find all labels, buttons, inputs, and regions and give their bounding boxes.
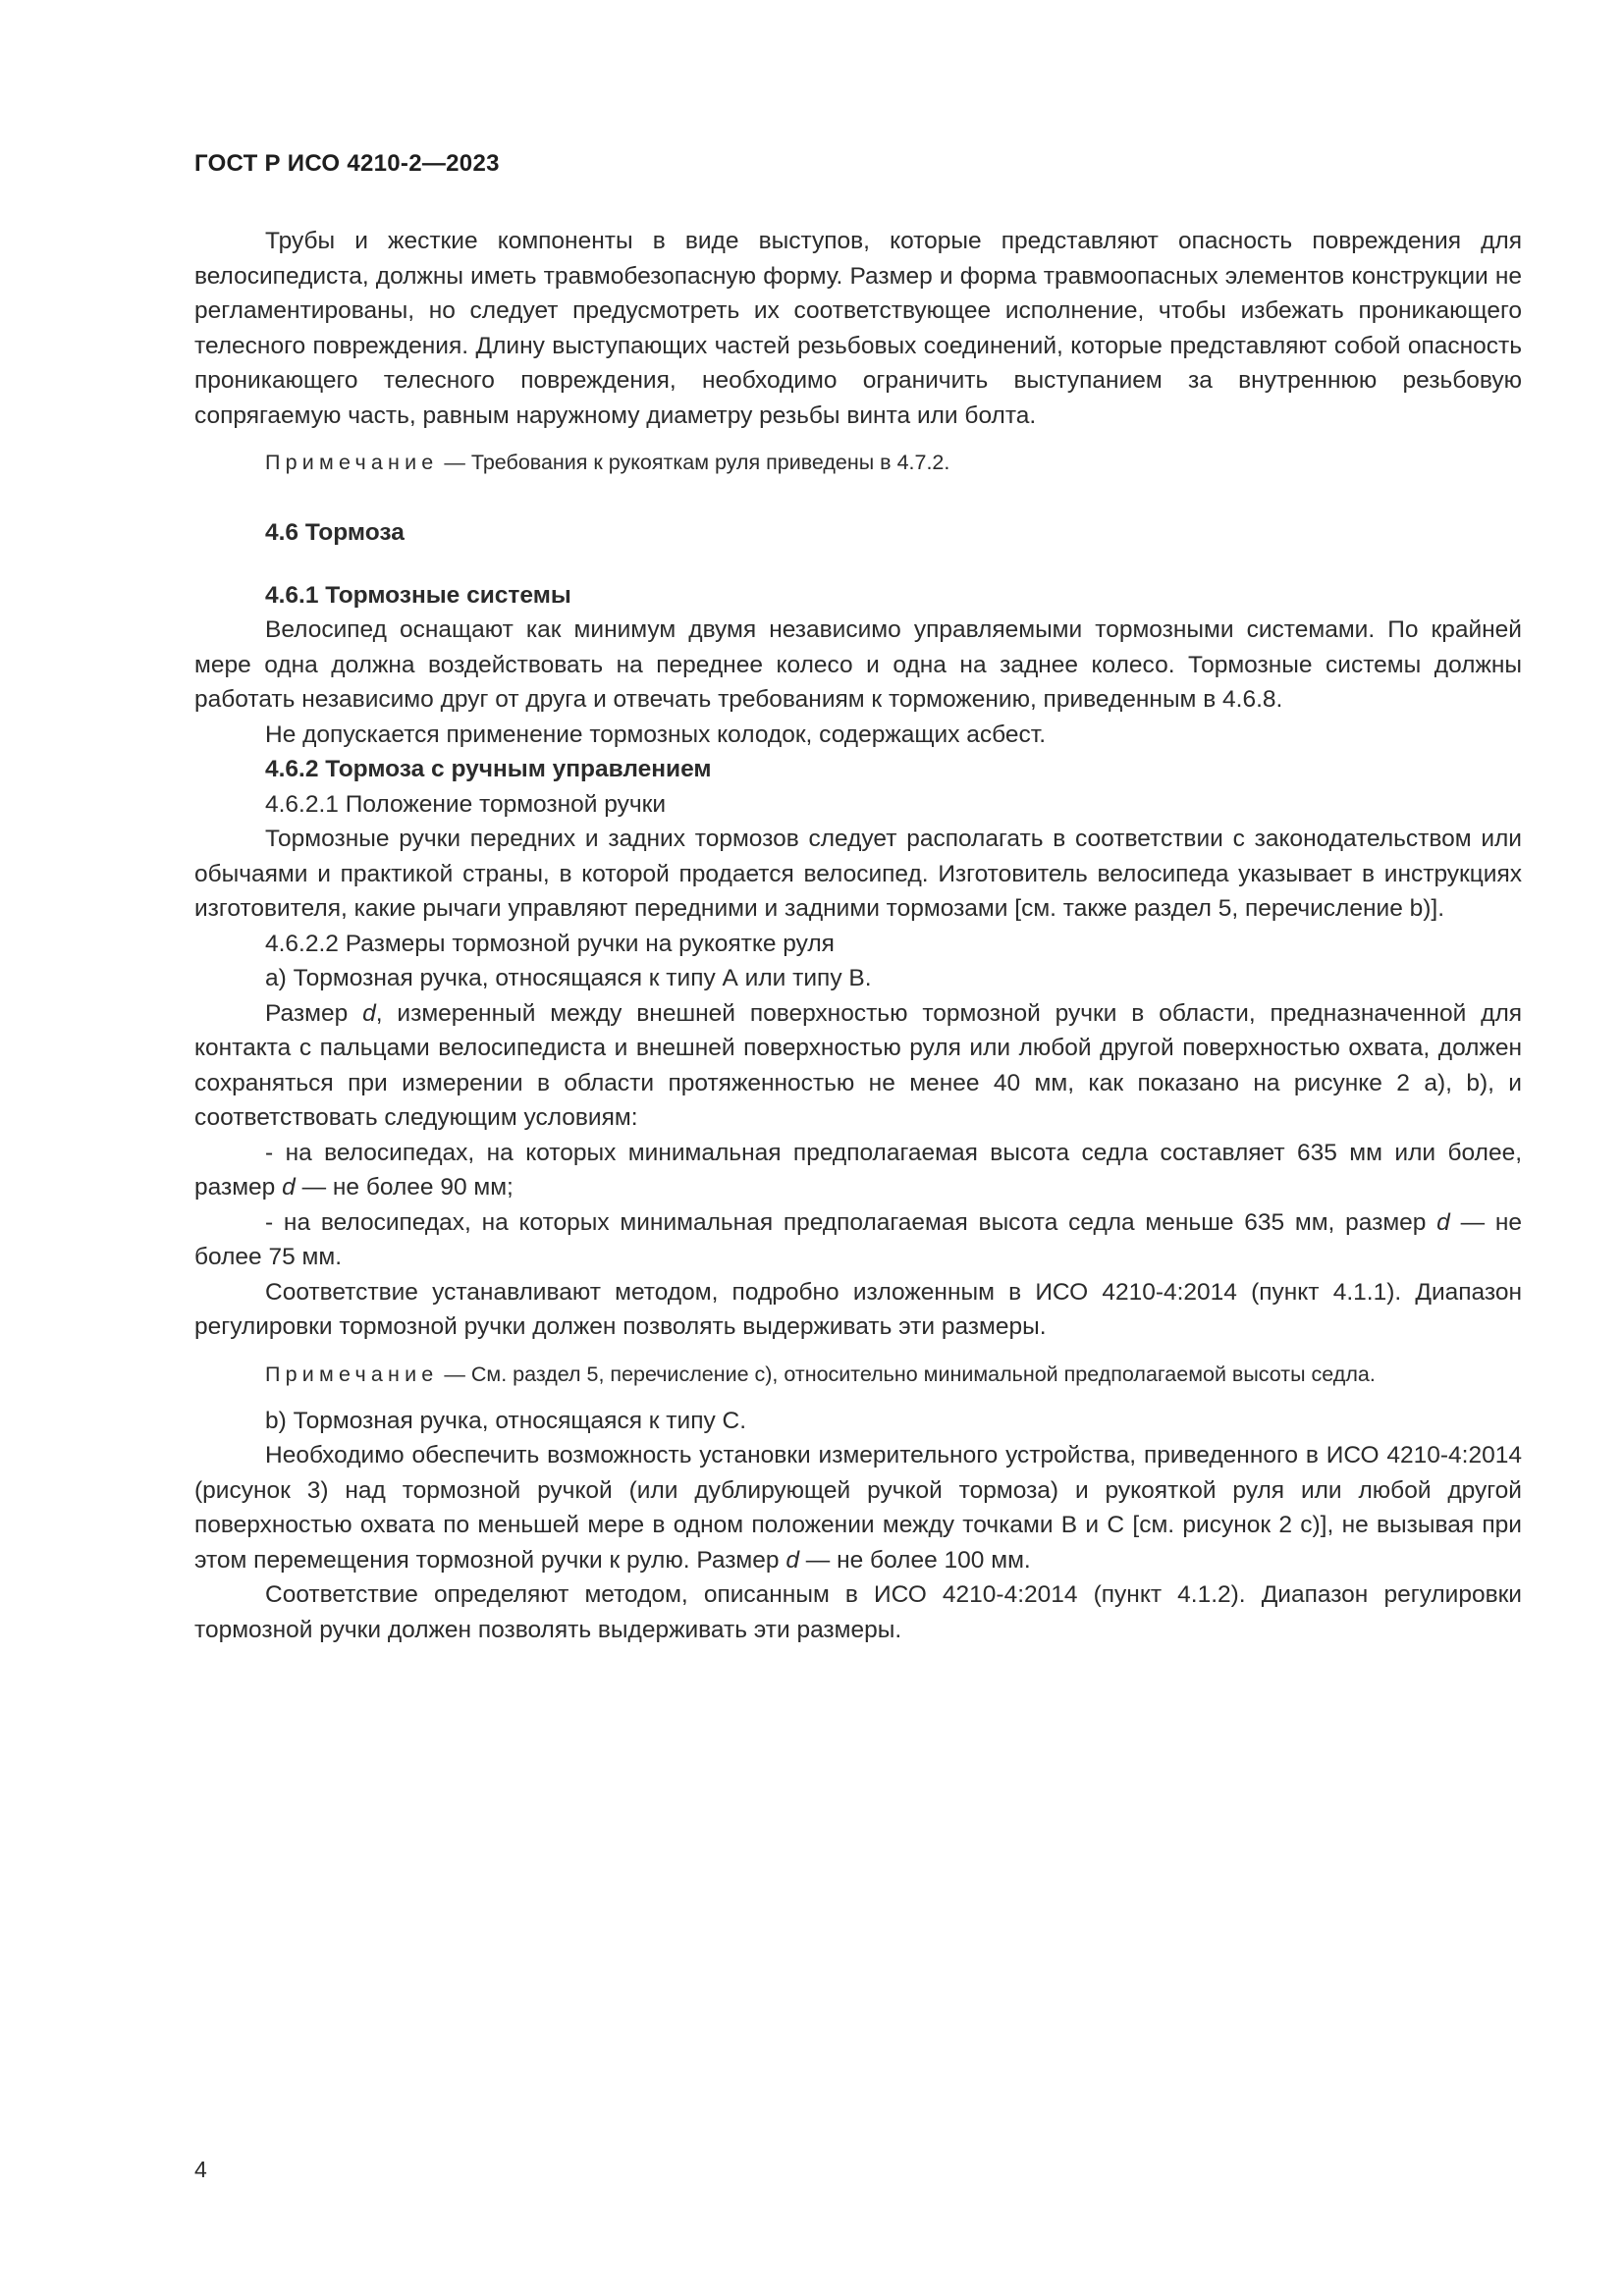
- document-header: ГОСТ Р ИСО 4210-2—2023: [194, 150, 500, 177]
- text-run: — не более 75 мм.: [194, 1208, 1522, 1270]
- paragraph-asbestos: Не допускается применение тормозных колодок, содержащих асбест.: [265, 721, 1047, 748]
- section-heading-4-6-1: 4.6.1 Тормозные системы: [265, 581, 571, 609]
- text-run: Размер: [265, 999, 363, 1027]
- variable-d: d: [785, 1546, 799, 1574]
- page-number: 4: [194, 2157, 207, 2182]
- paragraph-lever-position: Тормозные ручки передних и задних тормозов следует располагать в соответствии с законодательством или обычаями и практикой страны, в которой продается велосипед. Изготовитель велосипеда указывает в инструкциях изготовителя, какие рычаги управляют передними и задними тормозами [см. также раздел 5, перечисление b)].: [194, 826, 1522, 922]
- note-label: Примечание: [265, 1362, 439, 1386]
- note-saddle-height: [194, 1359, 1522, 1390]
- section-heading-4-6: 4.6 Тормоза: [265, 519, 405, 546]
- text-run: , измеренный между внешней поверхностью тормозной ручки в области, предназначенной для контакта с пальцами велосипедиста и внешней поверхностью руля или любой другой поверхностью охвата, должен сохраняться при измерении в области протяженностью не менее 40 мм, как показано на рисунке 2 а), b), и соответствовать следующим условиям:: [194, 999, 1523, 1131]
- list-item-a: а) Тормозная ручка, относящаяся к типу А или типу В.: [265, 965, 872, 991]
- note-dash: —: [438, 451, 471, 474]
- condition-item-1: [194, 1136, 1522, 1205]
- list-item-b: b) Тормозная ручка, относящаяся к типу С.: [265, 1407, 747, 1434]
- condition-item-2: [194, 1205, 1522, 1275]
- paragraph-compliance-1: Соответствие устанавливают методом, подробно изложенным в ИСО 4210-4:2014 (пункт 4.1.1). Диапазон регулировки тормозной ручки должен позволять выдерживать эти размеры.: [194, 1278, 1522, 1340]
- subsection-heading-4-6-2-1: 4.6.2.1 Положение тормозной ручки: [265, 790, 667, 818]
- section-heading-4-6-2: 4.6.2 Тормоза с ручным управлением: [265, 756, 712, 782]
- note-handlebar-grips: [194, 447, 1522, 478]
- variable-d: d: [362, 999, 376, 1027]
- document-body: [194, 224, 1522, 1647]
- note-text: См. раздел 5, перечисление с), относительно минимальной предполагаемой высоты седла.: [470, 1362, 1376, 1386]
- note-dash: —: [438, 1362, 471, 1386]
- paragraph-compliance-2: Соответствие определяют методом, описанным в ИСО 4210-4:2014 (пункт 4.1.2). Диапазон регулировки тормозной ручки должен позволять выдерживать эти размеры.: [194, 1581, 1522, 1643]
- paragraph-dimension-d: [194, 996, 1522, 1136]
- note-label: Примечание: [265, 451, 439, 474]
- variable-d: d: [1436, 1208, 1450, 1236]
- text-run: — не более 100 мм.: [798, 1546, 1031, 1574]
- note-text: Требования к рукояткам руля приведены в 4.7.2.: [470, 451, 950, 474]
- variable-d: d: [282, 1174, 296, 1201]
- text-run: - на велосипедах, на которых минимальная предполагаемая высота седла меньше 635 мм, размер: [265, 1208, 1437, 1236]
- paragraph-brake-systems: Велосипед оснащают как минимум двумя независимо управляемыми тормозными системами. По крайней мере одна должна воздействовать на переднее колесо и одна на заднее колесо. Тормозные системы должны работать независимо друг от друга и отвечать требованиям к торможению, приведенным в 4.6.8.: [194, 616, 1522, 713]
- subsection-heading-4-6-2-2: 4.6.2.2 Размеры тормозной ручки на рукоятке руля: [265, 930, 835, 957]
- paragraph-measuring-device: [194, 1438, 1522, 1577]
- text-run: - на велосипедах, на которых минимальная предполагаемая высота седла составляет 635 мм или более, размер: [194, 1139, 1522, 1201]
- text-run: Необходимо обеспечить возможность установки измерительного устройства, приведенного в ИСО 4210-4:2014 (рисунок 3) над тормозной ручкой (или дублирующей ручкой тормоза) и рукояткой руля или любой другой поверхностью охвата по меньшей мере в одном положении между точками В и С [см. рисунок 2 с)], не вызывая при этом перемещения тормозной ручки к рулю. Размер: [194, 1442, 1522, 1574]
- paragraph-protrusions: Трубы и жесткие компоненты в виде выступов, которые представляют опасность повреждения для велосипедиста, должны иметь травмобезопасную форму. Размер и форма травмоопасных элементов конструкции не регламентированы, но следует предусмотреть их соответствующее исполнение, чтобы избежать проникающего телесного повреждения. Длину выступающих частей резьбовых соединений, которые представляют собой опасность проникающего телесного повреждения, необходимо ограничить выступанием за внутреннюю резьбовую сопрягаемую часть, равным наружному диаметру резьбы винта или болта.: [194, 228, 1522, 429]
- text-run: — не более 90 мм;: [295, 1174, 514, 1201]
